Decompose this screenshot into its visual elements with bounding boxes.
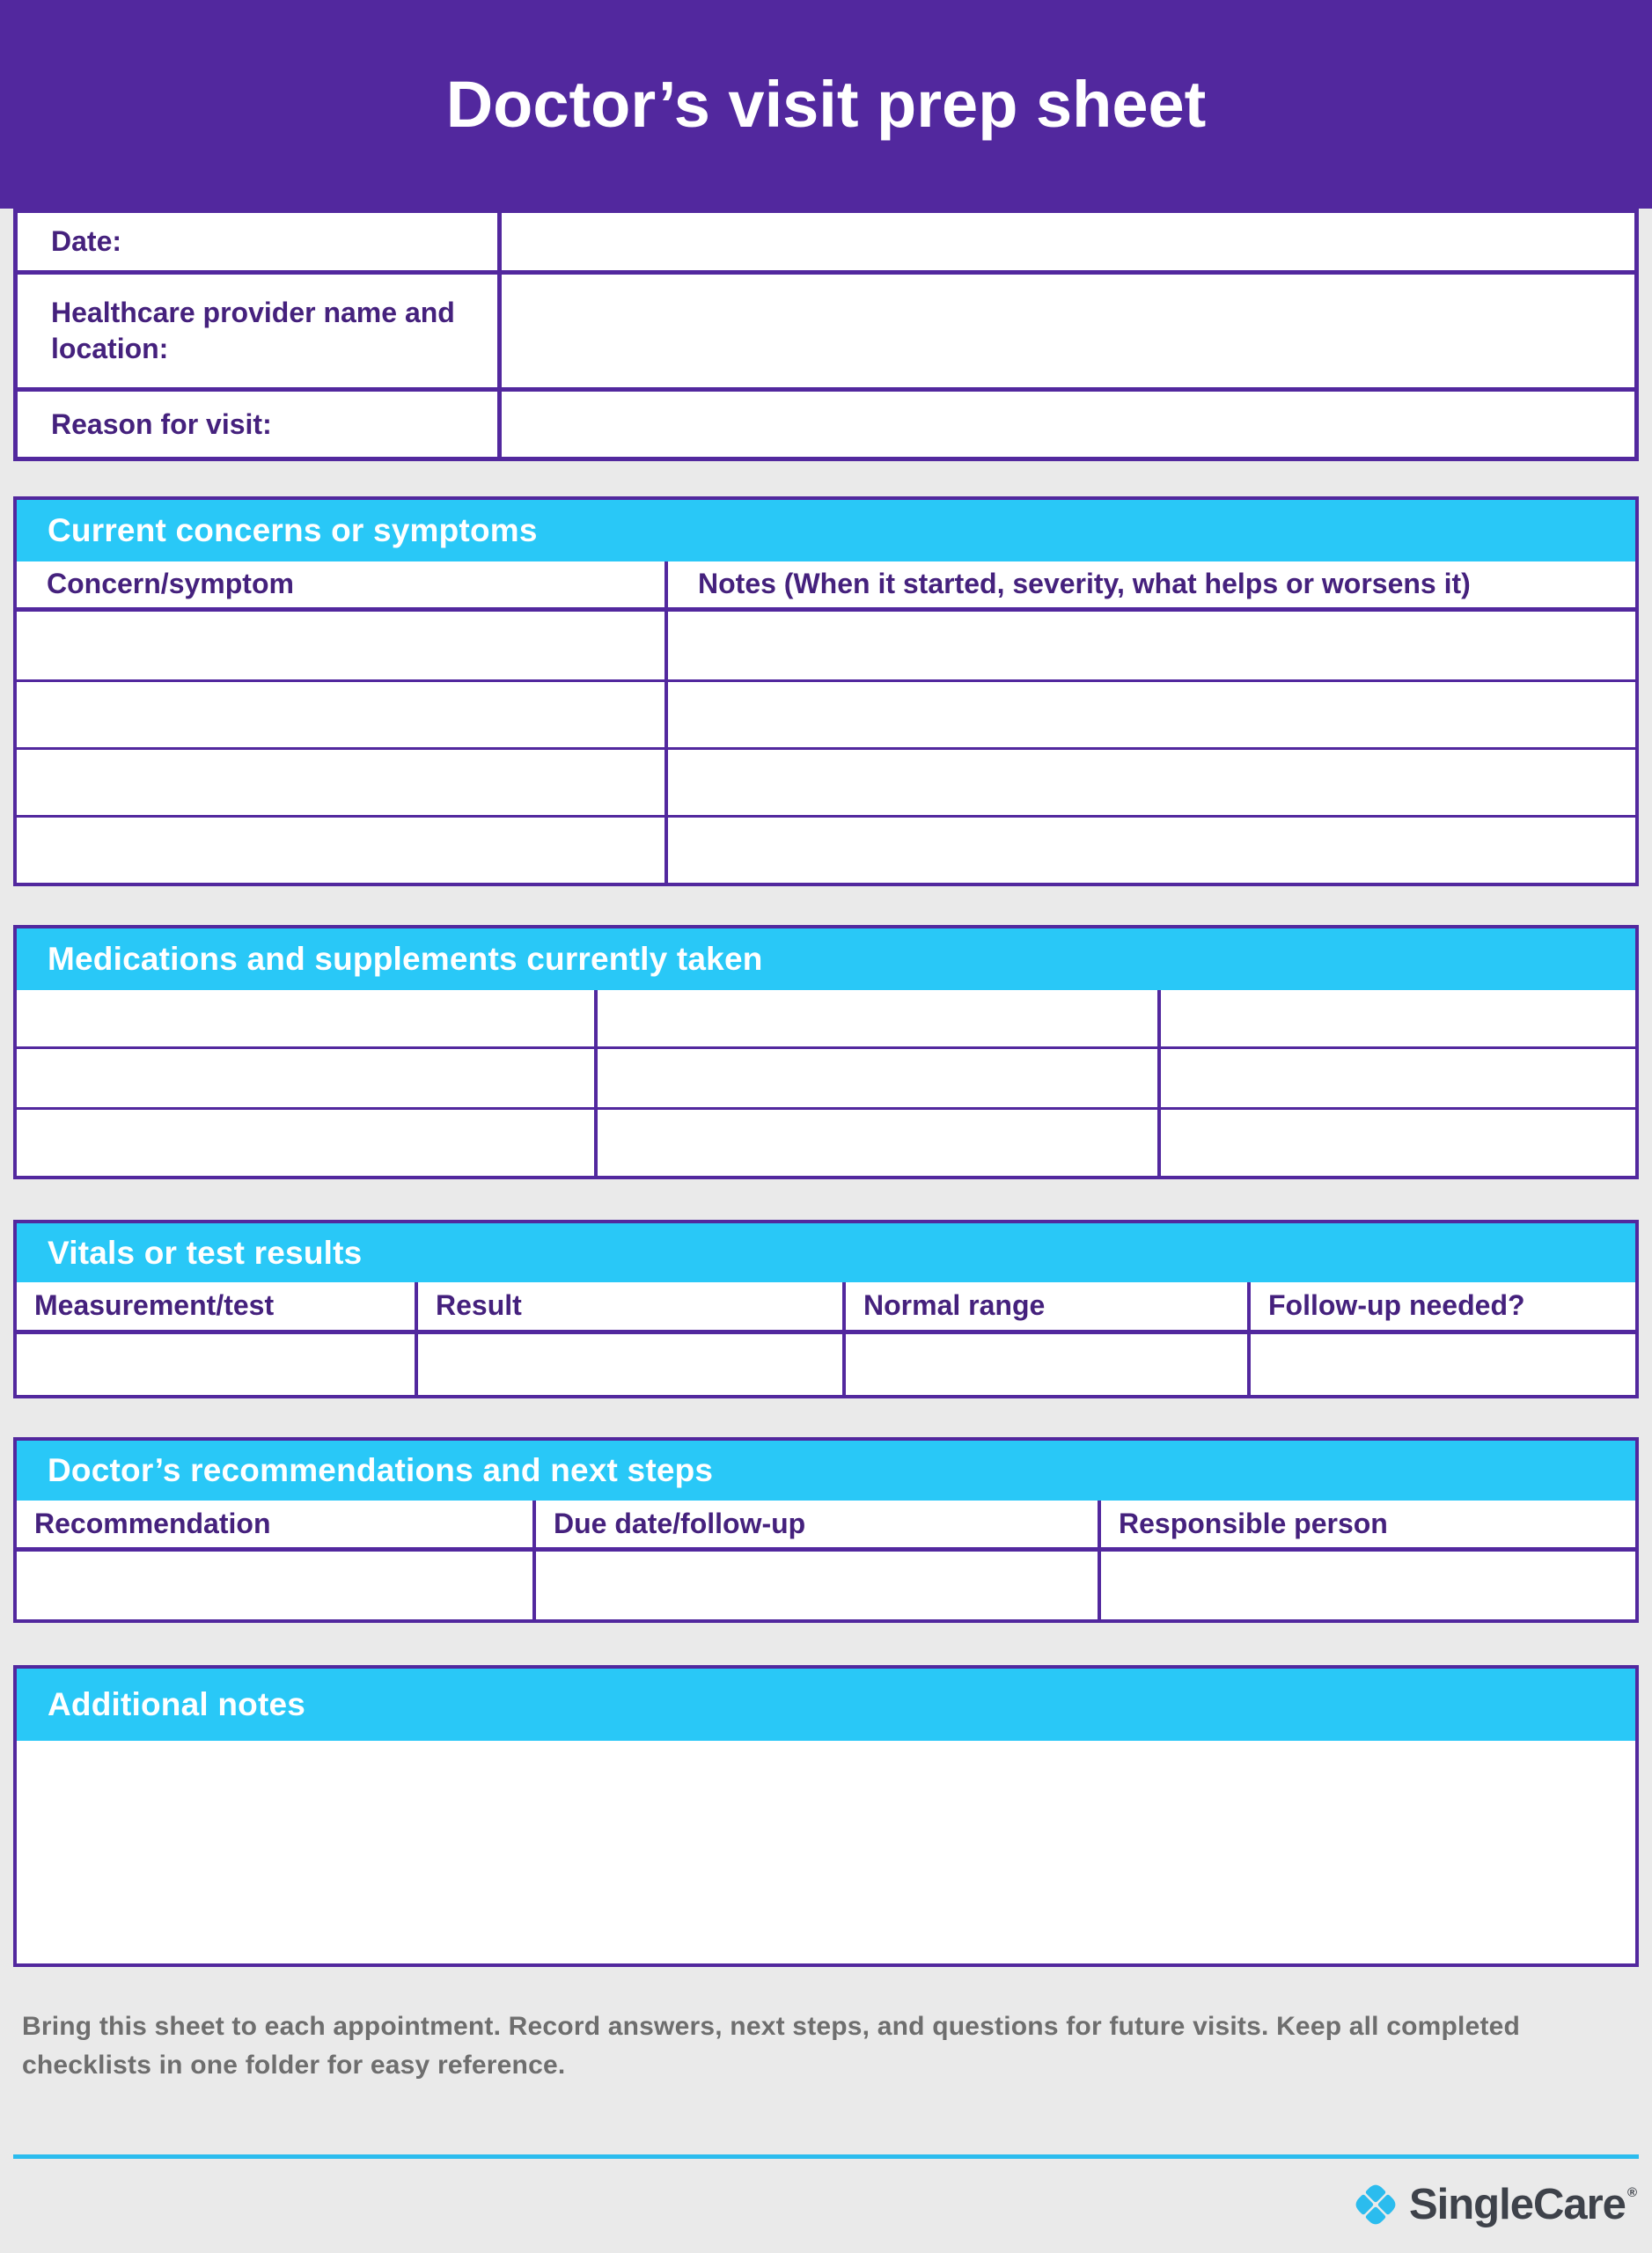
medication-input-cell[interactable] [598,1110,1161,1176]
notes-input-cell[interactable] [668,682,1635,747]
due-date-column-header: Due date/follow-up [536,1501,1101,1547]
concern-input-cell[interactable] [17,750,668,815]
recommendations-section-title: Doctor’s recommendations and next steps [17,1441,1635,1501]
medication-input-cell[interactable] [598,990,1161,1046]
medication-input-cell[interactable] [17,1110,598,1176]
table-row [17,1046,1635,1107]
divider-line [13,2154,1639,2159]
table-row [17,1107,1635,1176]
table-header-row [17,561,1635,612]
medication-input-cell[interactable] [1161,990,1635,1046]
recommendation-column-header: Recommendation [17,1501,536,1547]
due-date-input-cell[interactable] [536,1552,1101,1619]
table-row [17,612,1635,679]
footer-instructions: Bring this sheet to each appointment. Record answers, next steps, and questions for future visits. Keep all completed checklists in one folder for easy reference. [22,2012,1521,2080]
brand-name-text: SingleCare [1408,2181,1626,2228]
registered-mark: ® [1626,2185,1636,2200]
followup-input-cell[interactable] [1251,1334,1635,1395]
concern-input-cell[interactable] [17,612,668,679]
result-input-cell[interactable] [418,1334,846,1395]
visit-info-table [13,209,1639,461]
notes-input-cell[interactable] [668,818,1635,883]
additional-notes-section [13,1665,1639,1967]
table-row [17,990,1635,1046]
measurement-input-cell[interactable] [17,1334,418,1395]
followup-column-header: Follow-up needed? [1251,1282,1635,1330]
medication-input-cell[interactable] [1161,1049,1635,1107]
concerns-section [13,496,1639,886]
additional-notes-input-area[interactable] [17,1741,1635,1963]
notes-column-header: Notes (When it started, severity, what helps or worsens it) [668,561,1635,607]
singlecare-clover-icon [1351,2180,1400,2229]
table-row [17,747,1635,815]
concerns-section-title: Current concerns or symptoms [17,500,1635,561]
table-header-row [17,1501,1635,1552]
medication-input-cell[interactable] [17,1049,598,1107]
page-title: Doctor’s visit prep sheet [445,68,1207,141]
result-column-header: Result [418,1282,846,1330]
table-row [18,387,1634,457]
table-row [17,1552,1635,1619]
notes-input-cell[interactable] [668,612,1635,679]
table-header-row [17,1282,1635,1334]
table-row [17,815,1635,883]
date-label: Date: [18,213,502,270]
recommendation-input-cell[interactable] [17,1552,536,1619]
medications-section-title: Medications and supplements currently taken [17,928,1635,990]
notes-input-cell[interactable] [668,750,1635,815]
concern-input-cell[interactable] [17,818,668,883]
additional-notes-title: Additional notes [17,1669,1635,1741]
table-row [17,1334,1635,1395]
reason-label: Reason for visit: [18,392,502,457]
reason-field[interactable] [502,392,1634,457]
recommendations-section [13,1437,1639,1623]
normal-range-input-cell[interactable] [846,1334,1251,1395]
medication-input-cell[interactable] [1161,1110,1635,1176]
brand-footer [13,2180,1636,2229]
medications-section [13,925,1639,1179]
normal-range-column-header: Normal range [846,1282,1251,1330]
table-row [17,679,1635,747]
concern-column-header: Concern/symptom [17,561,668,607]
responsible-person-input-cell[interactable] [1101,1552,1635,1619]
provider-label: Healthcare provider name and location: [18,275,502,387]
responsible-person-column-header: Responsible person [1101,1501,1635,1547]
table-row [18,213,1634,270]
measurement-column-header: Measurement/test [17,1282,418,1330]
concern-input-cell[interactable] [17,682,668,747]
medication-input-cell[interactable] [598,1049,1161,1107]
vitals-section-title: Vitals or test results [17,1223,1635,1282]
date-field[interactable] [502,213,1634,270]
table-row [18,270,1634,387]
header-banner [0,0,1652,209]
brand-name [1409,2180,1636,2229]
vitals-section [13,1220,1639,1398]
provider-field[interactable] [502,275,1634,387]
medication-input-cell[interactable] [17,990,598,1046]
